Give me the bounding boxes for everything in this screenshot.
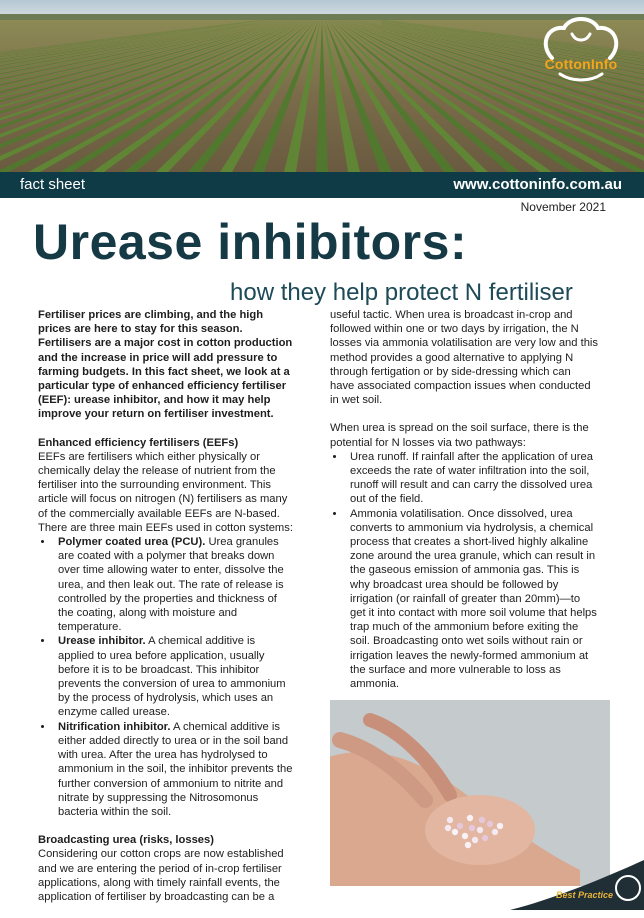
- list-item-term: Nitrification inhibitor.: [58, 720, 171, 733]
- left-column: [38, 308, 293, 918]
- list-item: [54, 535, 293, 634]
- list-item-text: A chemical additive is applied to urea before application, usually before it is to be broadcast. This inhibitor prevents the conversion of urea to ammonium by the process of hydrolysis, which uses an enzyme called urease.: [58, 635, 286, 719]
- hand-illustration: [330, 700, 610, 886]
- right-column: [330, 308, 598, 691]
- best-practice-badge: [510, 860, 644, 910]
- hand-granules-photo: [330, 700, 610, 886]
- list-item-text: A chemical additive is either added directly to urea or in the soil band with urea. After the urea has hydrolysed to ammonium in the soil, the inhibitor prevents the further conversion of ammonium to nitrite and nitrate by suppressing the Nitrosomonus bacteria within the soil.: [58, 720, 293, 818]
- website-link[interactable]: www.cottoninfo.com.au: [453, 176, 622, 193]
- lead-paragraph: Fertiliser prices are climbing, and the high prices are here to stay for this season. Fertilisers are a major cost in cotton production and the increase in price will add pressure to farming budgets. In this fact sheet, we look at a particular type of enhanced efficiency fertiliser (EEF): urease inhibitor, and how it may help improve your return on fertiliser investment.: [38, 309, 293, 421]
- best-practice-label: Best Practice: [556, 890, 614, 900]
- eef-list: [38, 535, 293, 819]
- fact-sheet-bar: [0, 172, 644, 198]
- list-item-term: Polymer coated urea (PCU).: [58, 536, 206, 549]
- cotton-boll-icon: [532, 16, 630, 86]
- logo-text: CottonInfo: [544, 56, 618, 72]
- list-item: [54, 634, 293, 719]
- pathways-list: [330, 450, 598, 691]
- list-item-term: Urease inhibitor.: [58, 635, 146, 648]
- page-title: Urease inhibitors:: [33, 214, 468, 270]
- list-item-text: Urea granules are coated with a polymer that breaks down over time allowing water to enter, dissolve the urea, and then leak out. The rate of release is controlled by the properties and thickness of the coating, along with moisture and temperature.: [58, 536, 284, 634]
- broadcast-paragraph: Considering our cotton crops are now established and we are entering the period of in-crop fertiliser applications, along with timely rainfall events, the application of fertiliser by broadcasting can be a: [38, 848, 284, 903]
- fact-sheet-label: fact sheet: [20, 176, 86, 193]
- cottoninfo-logo: [532, 16, 630, 86]
- page-subtitle: how they help protect N fertiliser: [230, 279, 573, 306]
- list-item: • Ammonia volatilisation. Once dissolved, urea converts to ammonium via hydrolysis, a chemical process that creates a short-lived highly alkaline zone around the urea granule, which can result in the gaseous emission of ammonia gas. This is why broadcast urea should be followed by irrigation (or rainfall of greater than 20mm)—to get it into contact with more soil volume that helps trap much of the ammonium before exiting the soil. Broadcasting onto wet soils without rain or irrigation leaves the newly-formed ammonium at the surface and more vulnerable to loss as ammonia.: [346, 507, 598, 692]
- irrigation-paragraph: useful tactic. When urea is broadcast in-crop and followed within one or two days by irrigation, the N losses via ammonia volatilisation are very low and this method provides a good alternative to applying N through fertigation or by side-dressing which can have associated compaction issues when conducted in wet soil.: [330, 309, 598, 407]
- eef-heading: Enhanced efficiency fertilisers (EEFs): [38, 436, 239, 449]
- broadcast-heading: Broadcasting urea (risks, losses): [38, 834, 214, 847]
- pathways-paragraph: When urea is spread on the soil surface, there is the potential for N losses via two pathways:: [330, 422, 589, 449]
- publication-date: November 2021: [520, 200, 606, 214]
- header-field-photo: [0, 0, 644, 172]
- eef-paragraph: EEFs are fertilisers which either physically or chemically delay the release of nutrient from the fertiliser into the surrounding environment. This article will focus on nitrogen (N) fertilisers as many of the commercially available EEFs are N-based. There are three main EEFs used in cotton systems:: [38, 450, 293, 534]
- list-item: • Urea runoff. If rainfall after the application of urea exceeds the rate of water infiltration into the soil, runoff will result and can carry the dissolved urea out of the field.: [346, 450, 598, 507]
- list-item: [54, 720, 293, 819]
